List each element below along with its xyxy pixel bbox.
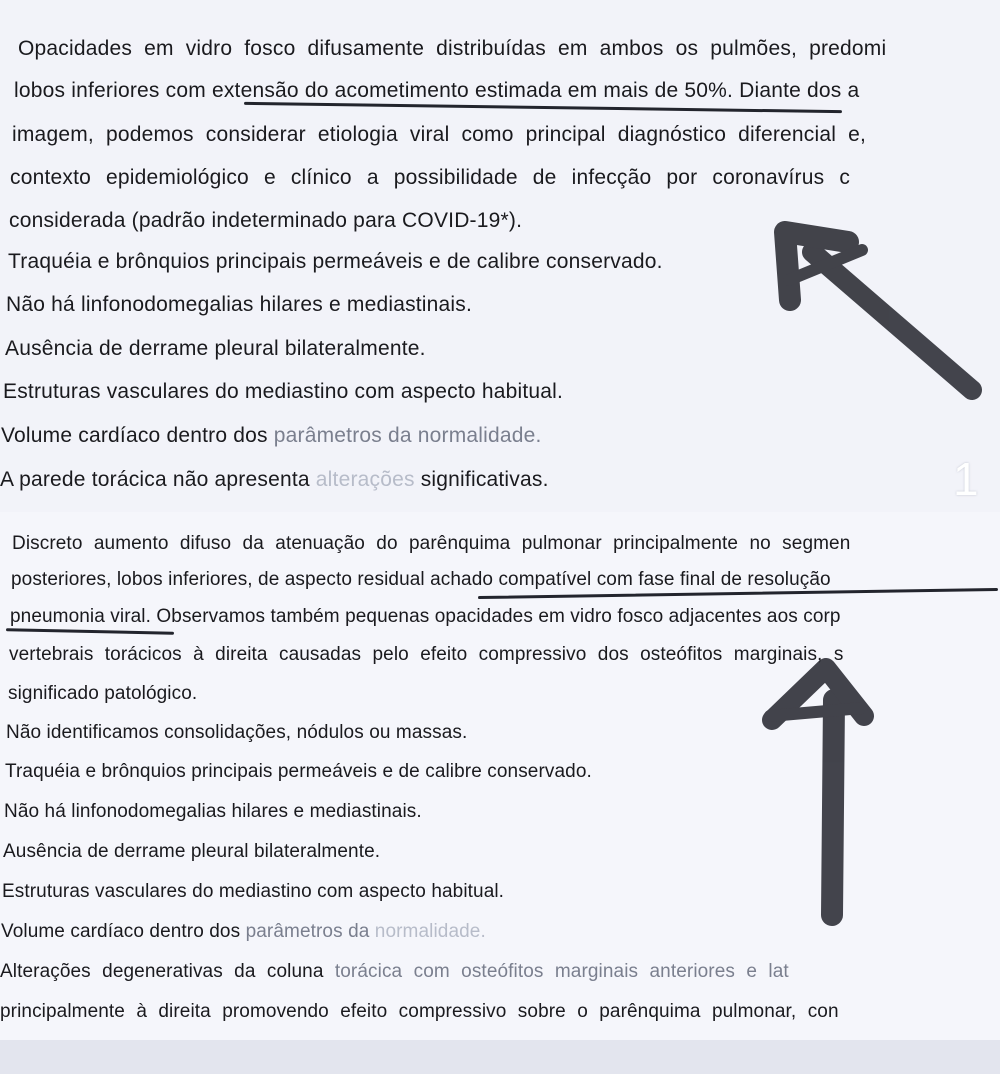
report-section-top (0, 0, 1000, 512)
report-line: Discreto aumento difuso da atenuação do parênquima pulmonar principalmente no segmen (12, 533, 851, 554)
highlighted-finding: extensão do acometimento estimada em mais de 50%. (211, 79, 734, 102)
report-line: vertebrais torácicos à direita causadas pelo efeito compressivo dos osteófitos marginais, s (9, 644, 844, 665)
report-line: Alterações degenerativas da coluna torácica com osteófitos marginais anteriores e lat (0, 961, 789, 982)
report-line: Não há linfonodomegalias hilares e mediastinais. (6, 293, 473, 316)
report-line: posteriores, lobos inferiores, de aspecto residual achado compatível com fase final de resolução (11, 569, 831, 590)
report-line: significado patológico. (8, 683, 198, 704)
report-section-bottom (0, 512, 1000, 1040)
report-line: Opacidades em vidro fosco difusamente distribuídas em ambos os pulmões, predomi (18, 37, 887, 60)
report-line: imagem, podemos considerar etiologia viral como principal diagnóstico diferencial e, (12, 123, 867, 146)
pen-underline (244, 102, 842, 113)
report-line: Não identificamos consolidações, nódulos ou massas. (6, 722, 468, 743)
report-line: Traquéia e brônquios principais permeáveis e de calibre conservado. (8, 250, 663, 273)
report-line: Ausência de derrame pleural bilateralmente. (5, 337, 426, 360)
report-line: A parede torácica não apresenta alterações significativas. (0, 468, 549, 491)
report-line: Estruturas vasculares do mediastino com aspecto habitual. (2, 881, 505, 902)
report-line: pneumonia viral. Observamos também pequenas opacidades em vidro fosco adjacentes aos corp (10, 606, 841, 627)
report-line: principalmente à direita promovendo efeito compressivo sobre o parênquima pulmonar, con (0, 1001, 839, 1022)
report-line: lobos inferiores com extensão do acometimento estimada em mais de 50%. Diante dos a (14, 79, 860, 102)
report-line: Não há linfonodomegalias hilares e mediastinais. (4, 801, 422, 822)
report-line: considerada (padrão indeterminado para COVID-19*). (9, 209, 523, 232)
report-line: Traquéia e brônquios principais permeáveis e de calibre conservado. (5, 761, 592, 782)
report-line: Ausência de derrame pleural bilateralmente. (3, 841, 381, 862)
page-number: 1 (953, 453, 979, 505)
report-line: contexto epidemiológico e clínico a possibilidade de infecção por coronavírus c (10, 166, 851, 189)
report-line: Volume cardíaco dentro dos parâmetros da normalidade. (1, 424, 542, 447)
report-line: Estruturas vasculares do mediastino com aspecto habitual. (3, 380, 564, 403)
pen-underline (6, 628, 174, 635)
highlighted-finding: achado compatível com fase final de resolução (430, 569, 831, 590)
report-line: Volume cardíaco dentro dos parâmetros da normalidade. (1, 921, 486, 942)
highlighted-finding: pneumonia viral. (10, 606, 152, 627)
page-margin (0, 1040, 1000, 1074)
